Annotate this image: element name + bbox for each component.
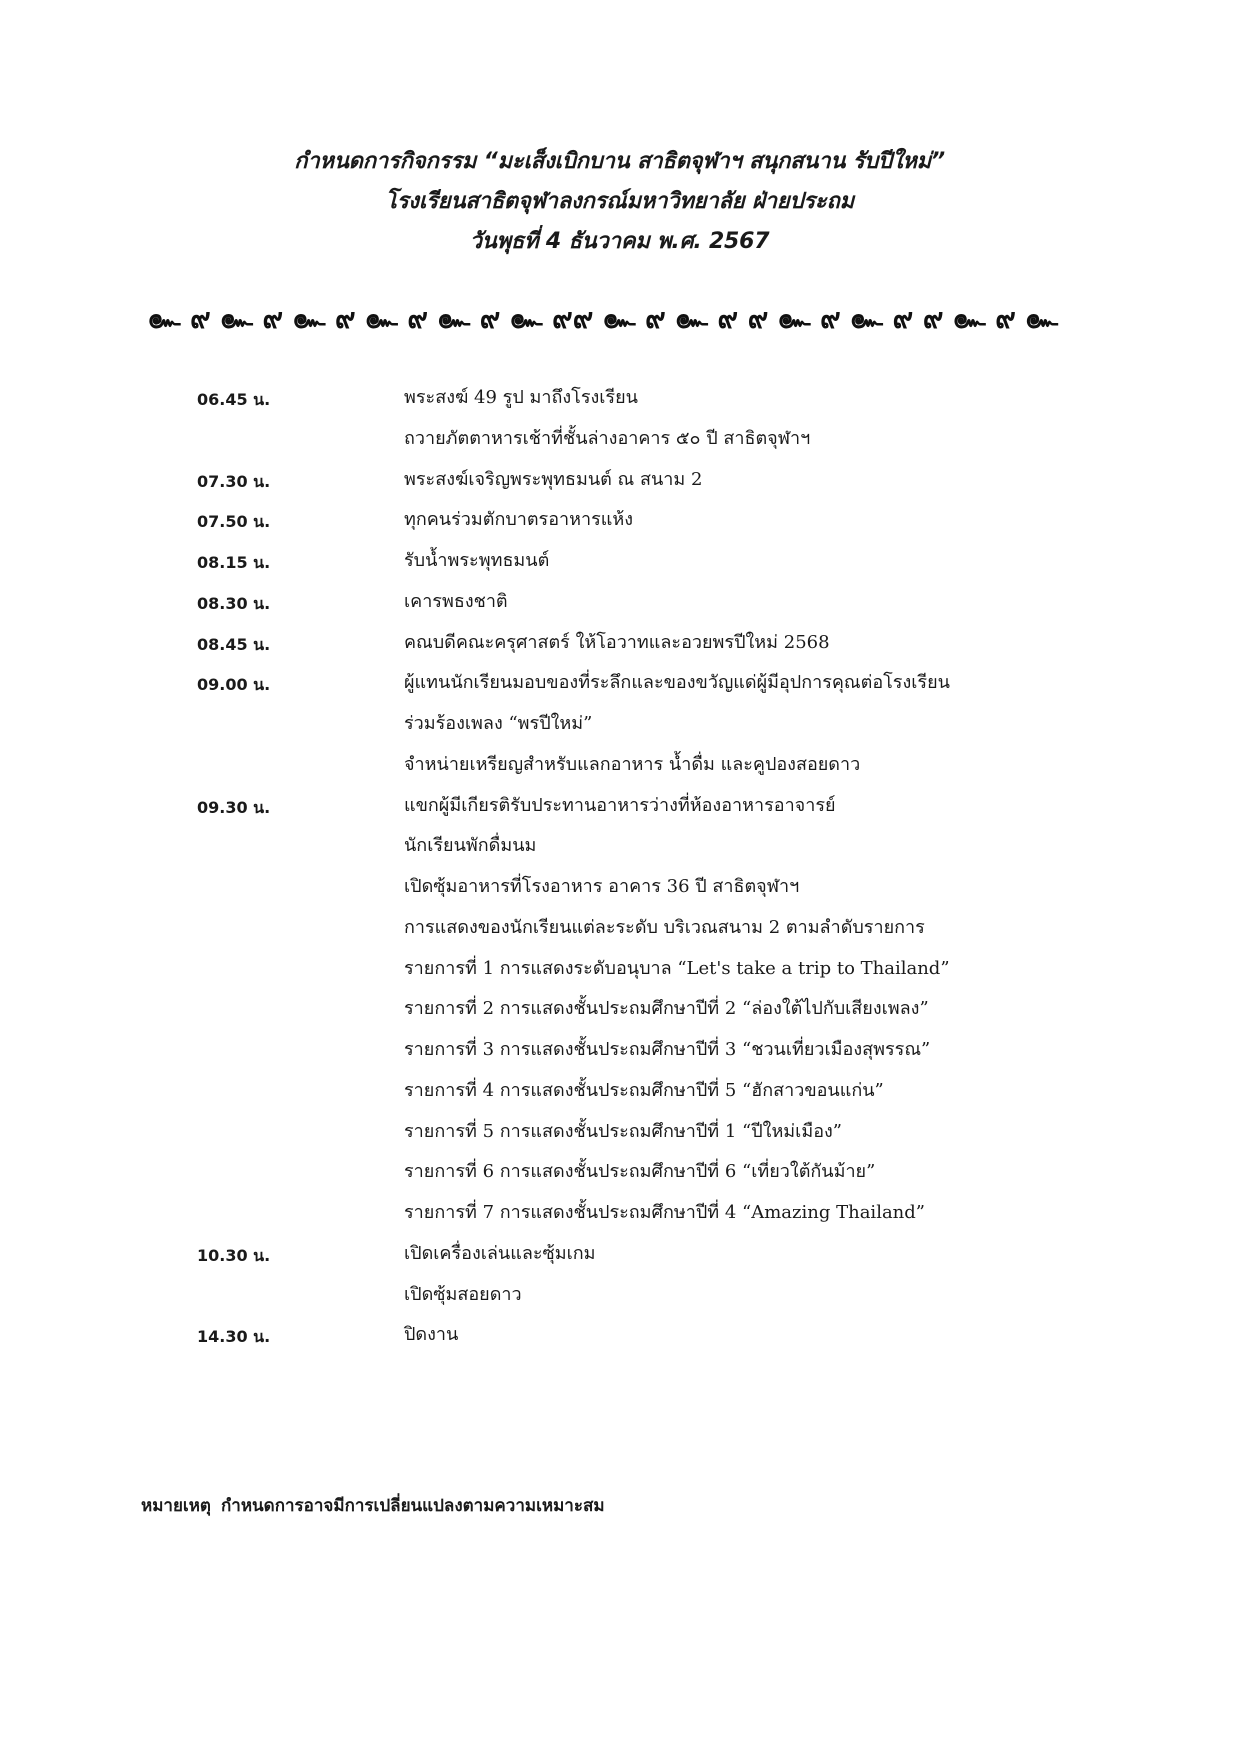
schedule-description: เปิดเครื่องเล่นและซุ้มเกม xyxy=(404,1242,596,1264)
schedule-row xyxy=(0,502,1239,543)
schedule-description: จำหน่ายเหรียญสำหรับแลกอาหาร น้ำดื่ม และคูปองสอยดาว xyxy=(404,753,861,775)
schedule-row xyxy=(0,828,1239,869)
schedule-time: 08.30 น. xyxy=(197,593,271,613)
schedule-description: ผู้แทนนักเรียนมอบของที่ระลึกและของขวัญแด่ผู้มีอุปการคุณต่อโรงเรียน xyxy=(404,672,950,694)
schedule-row xyxy=(0,1195,1239,1236)
schedule-row xyxy=(0,421,1239,462)
schedule-time: 14.30 น. xyxy=(197,1327,271,1347)
schedule-description: การแสดงของนักเรียนแต่ละระดับ บริเวณสนาม 2 ตามลำดับรายการ xyxy=(404,916,925,938)
schedule-description: คณบดีคณะครุศาสตร์ ให้โอวาทและอวยพรปีใหม่ 2568 xyxy=(404,631,830,653)
schedule-description: ร่วมร้องเพลง “พรปีใหม่” xyxy=(404,713,593,734)
ornamental-divider: ๛ ๙ ๛ ๙ ๛ ๙ ๛ ๙ ๛ ๙ ๛ ๙๙ ๛ ๙ ๛ ๙ ๙ ๛ ๙ ๛ ๙ ๙ ๛ ๙ ๛ xyxy=(148,302,1058,335)
schedule-row xyxy=(0,1114,1239,1155)
schedule-row xyxy=(0,1073,1239,1114)
schedule-row xyxy=(0,1317,1239,1358)
schedule-description: แขกผู้มีเกียรติรับประทานอาหารว่างที่ห้องอาหารอาจารย์ xyxy=(404,794,836,816)
schedule-description: เคารพธงชาติ xyxy=(404,590,508,612)
schedule-list xyxy=(0,380,1239,1358)
schedule-time: 08.15 น. xyxy=(197,553,271,572)
schedule-time: 10.30 น. xyxy=(197,1245,271,1265)
schedule-row xyxy=(0,706,1239,747)
schedule-row xyxy=(0,1277,1239,1318)
schedule-row xyxy=(0,584,1239,625)
event-date: วันพุธที่ 4 ธันวาคม พ.ศ. 2567 xyxy=(469,229,770,254)
schedule-row xyxy=(0,991,1239,1032)
schedule-time: 09.30 น. xyxy=(197,797,271,817)
schedule-time: 09.00 น. xyxy=(197,675,271,695)
schedule-description: รายการที่ 1 การแสดงระดับอนุบาล “Let's take a trip to Thailand” xyxy=(404,957,950,979)
schedule-row xyxy=(0,543,1239,584)
schedule-description: รายการที่ 4 การแสดงชั้นประถมศึกษาปีที่ 5 “ฮักสาวขอนแก่น” xyxy=(404,1079,884,1101)
schedule-description: ปิดงาน xyxy=(404,1324,459,1346)
schedule-description: รายการที่ 2 การแสดงชั้นประถมศึกษาปีที่ 2 “ล่องใต้ไปกับเสียงเพลง” xyxy=(404,998,929,1020)
schedule-row xyxy=(0,951,1239,992)
event-title: กำหนดการกิจกรรม “มะเส็งเบิกบาน สาธิตจุฬาฯ สนุกสนาน รับปีใหม่” xyxy=(294,149,945,174)
schedule-description: ทุกคนร่วมตักบาตรอาหารแห้ง xyxy=(404,509,634,531)
schedule-time: 07.30 น. xyxy=(197,471,271,491)
schedule-description: รายการที่ 5 การแสดงชั้นประถมศึกษาปีที่ 1 “ปีใหม่เมือง” xyxy=(404,1120,842,1142)
schedule-row xyxy=(0,1236,1239,1277)
schedule-description: พระสงฆ์ 49 รูป มาถึงโรงเรียน xyxy=(404,387,638,408)
footnote xyxy=(141,1494,605,1518)
document-header xyxy=(0,150,1239,254)
schedule-description: นักเรียนพักดื่มนม xyxy=(404,835,537,857)
schedule-description: รายการที่ 6 การแสดงชั้นประถมศึกษาปีที่ 6 “เที่ยวใต้กันม้าย” xyxy=(404,1161,876,1183)
schedule-row xyxy=(0,462,1239,503)
schedule-row xyxy=(0,380,1239,421)
schedule-description: รายการที่ 3 การแสดงชั้นประถมศึกษาปีที่ 3 “ชวนเที่ยวเมืองสุพรรณ” xyxy=(404,1039,931,1060)
schedule-row xyxy=(0,747,1239,788)
schedule-description: รายการที่ 7 การแสดงชั้นประถมศึกษาปีที่ 4 “Amazing Thailand” xyxy=(404,1202,925,1223)
schedule-time: 07.50 น. xyxy=(197,512,271,532)
schedule-time: 06.45 น. xyxy=(197,390,271,409)
schedule-description: พระสงฆ์เจริญพระพุทธมนต์ ณ สนาม 2 xyxy=(404,468,703,490)
schedule-row xyxy=(0,665,1239,706)
footnote-text: กำหนดการอาจมีการเปลี่ยนแปลงตามความเหมาะสม xyxy=(220,1496,605,1516)
schedule-description: เปิดซุ้มสอยดาว xyxy=(404,1283,522,1305)
schedule-description: รับน้ำพระพุทธมนต์ xyxy=(404,550,550,571)
schedule-row xyxy=(0,788,1239,829)
schedule-row xyxy=(0,910,1239,951)
school-name: โรงเรียนสาธิตจุฬาลงกรณ์มหาวิทยาลัย ฝ่ายประถม xyxy=(385,189,854,214)
schedule-description: เปิดซุ้มอาหารที่โรงอาหาร อาคาร 36 ปี สาธิตจุฬาฯ xyxy=(404,876,800,897)
schedule-row xyxy=(0,625,1239,666)
footnote-label: หมายเหตุ xyxy=(141,1496,211,1516)
schedule-row xyxy=(0,1154,1239,1195)
schedule-description: ถวายภัตตาหารเช้าที่ชั้นล่างอาคาร ๕๐ ปี สาธิตจุฬาฯ xyxy=(404,427,811,449)
schedule-row xyxy=(0,1032,1239,1073)
schedule-time: 08.45 น. xyxy=(197,634,271,654)
schedule-row xyxy=(0,869,1239,910)
